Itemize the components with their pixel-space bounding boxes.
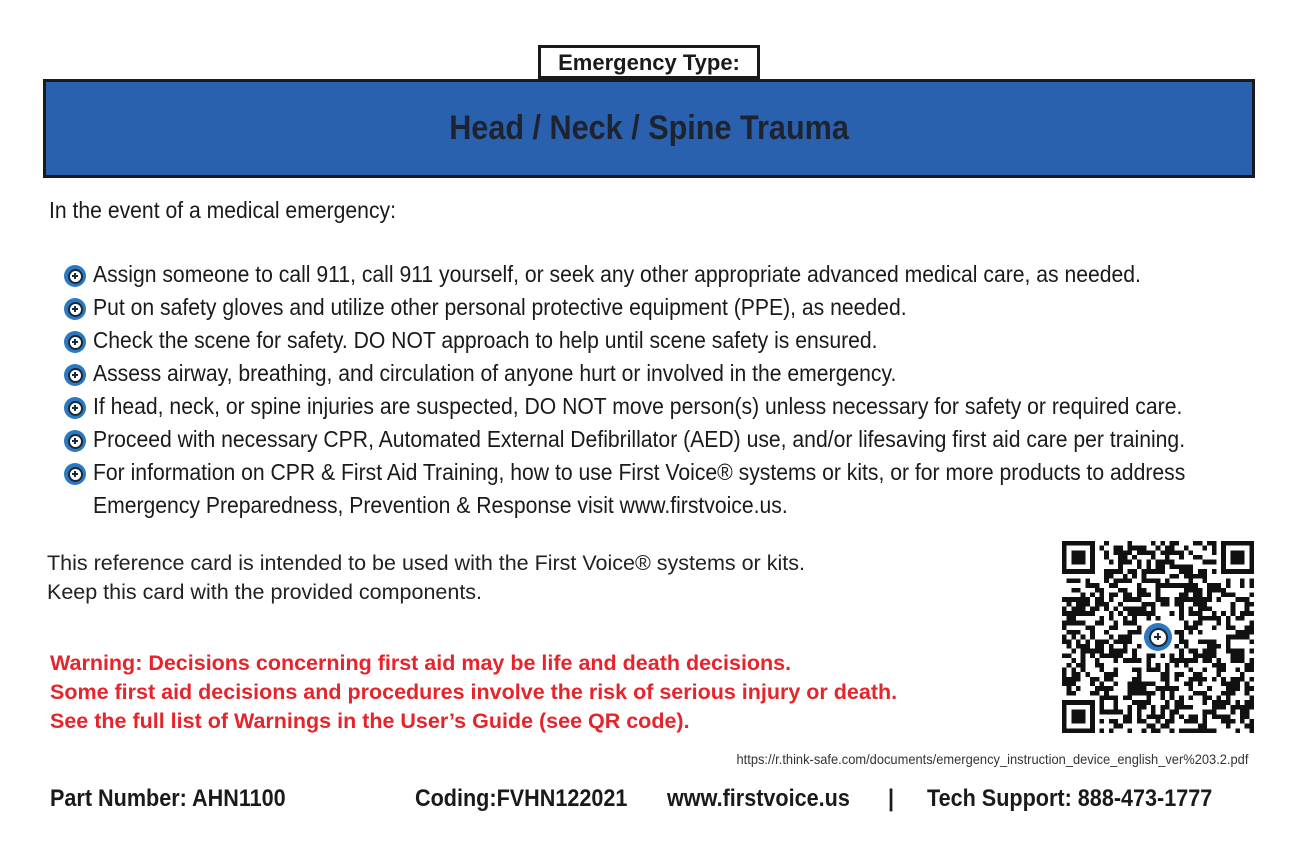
- card-note: [47, 549, 805, 607]
- list-item: [62, 423, 1282, 456]
- list-item: [62, 357, 1282, 390]
- warning-line: Warning: Decisions concerning first aid may be life and death decisions.: [50, 651, 792, 675]
- list-item: [62, 324, 1282, 357]
- plus-circle-icon: [64, 430, 86, 452]
- plus-circle-icon: [64, 331, 86, 353]
- steps-list: [62, 258, 1282, 522]
- part-number: Part Number: AHN1100: [50, 785, 286, 812]
- title-banner: [43, 79, 1255, 178]
- step-text: For information on CPR & First Aid Training, how to use First Voice® systems or kits, or for more products to address: [93, 459, 1186, 485]
- card-note-line: Keep this card with the provided components.: [47, 580, 483, 604]
- plus-circle-icon: [64, 364, 86, 386]
- plus-circle-icon: [64, 397, 86, 419]
- list-item: [62, 291, 1282, 324]
- step-text: Proceed with necessary CPR, Automated External Defibrillator (AED) use, and/or lifesaving first aid care per training.: [93, 426, 1186, 452]
- page-title: Head / Neck / Spine Trauma: [449, 109, 849, 147]
- coding: Coding:FVHN122021: [415, 785, 628, 812]
- plus-circle-icon: [64, 298, 86, 320]
- list-item-continuation: [62, 489, 1282, 522]
- warning-line: See the full list of Warnings in the User’s Guide (see QR code).: [50, 709, 690, 733]
- tech-support: Tech Support: 888-473-1777: [927, 785, 1213, 812]
- warning-block: [50, 649, 897, 736]
- plus-circle-icon: [1144, 623, 1172, 651]
- card-note-line: This reference card is intended to be used with the First Voice® systems or kits.: [47, 551, 805, 575]
- list-item: [62, 258, 1282, 291]
- step-text: If head, neck, or spine injuries are suspected, DO NOT move person(s) unless necessary for safety or required care.: [93, 393, 1183, 419]
- list-item: [62, 456, 1282, 489]
- website-link[interactable]: www.firstvoice.us: [667, 785, 850, 812]
- step-text-continuation: Emergency Preparedness, Prevention & Response visit www.firstvoice.us.: [93, 492, 788, 518]
- qr-url: https://r.think-safe.com/documents/emergency_instruction_device_english_ver%203.2.pdf: [736, 751, 1248, 767]
- plus-circle-icon: [64, 265, 86, 287]
- emergency-type-label: Emergency Type:: [538, 45, 760, 79]
- warning-line: Some first aid decisions and procedures involve the risk of serious injury or death.: [50, 680, 898, 704]
- step-text: Assess airway, breathing, and circulation of anyone hurt or involved in the emergency.: [93, 360, 897, 386]
- qr-center-logo: [1143, 622, 1173, 652]
- plus-circle-icon: [64, 463, 86, 485]
- intro-text: In the event of a medical emergency:: [49, 197, 396, 223]
- list-item: [62, 390, 1282, 423]
- step-text: Check the scene for safety. DO NOT approach to help until scene safety is ensured.: [93, 327, 878, 353]
- footer-separator: |: [888, 785, 895, 812]
- step-text: Assign someone to call 911, call 911 yourself, or seek any other appropriate advanced medical care, as needed.: [93, 261, 1141, 287]
- step-text: Put on safety gloves and utilize other personal protective equipment (PPE), as needed.: [93, 294, 907, 320]
